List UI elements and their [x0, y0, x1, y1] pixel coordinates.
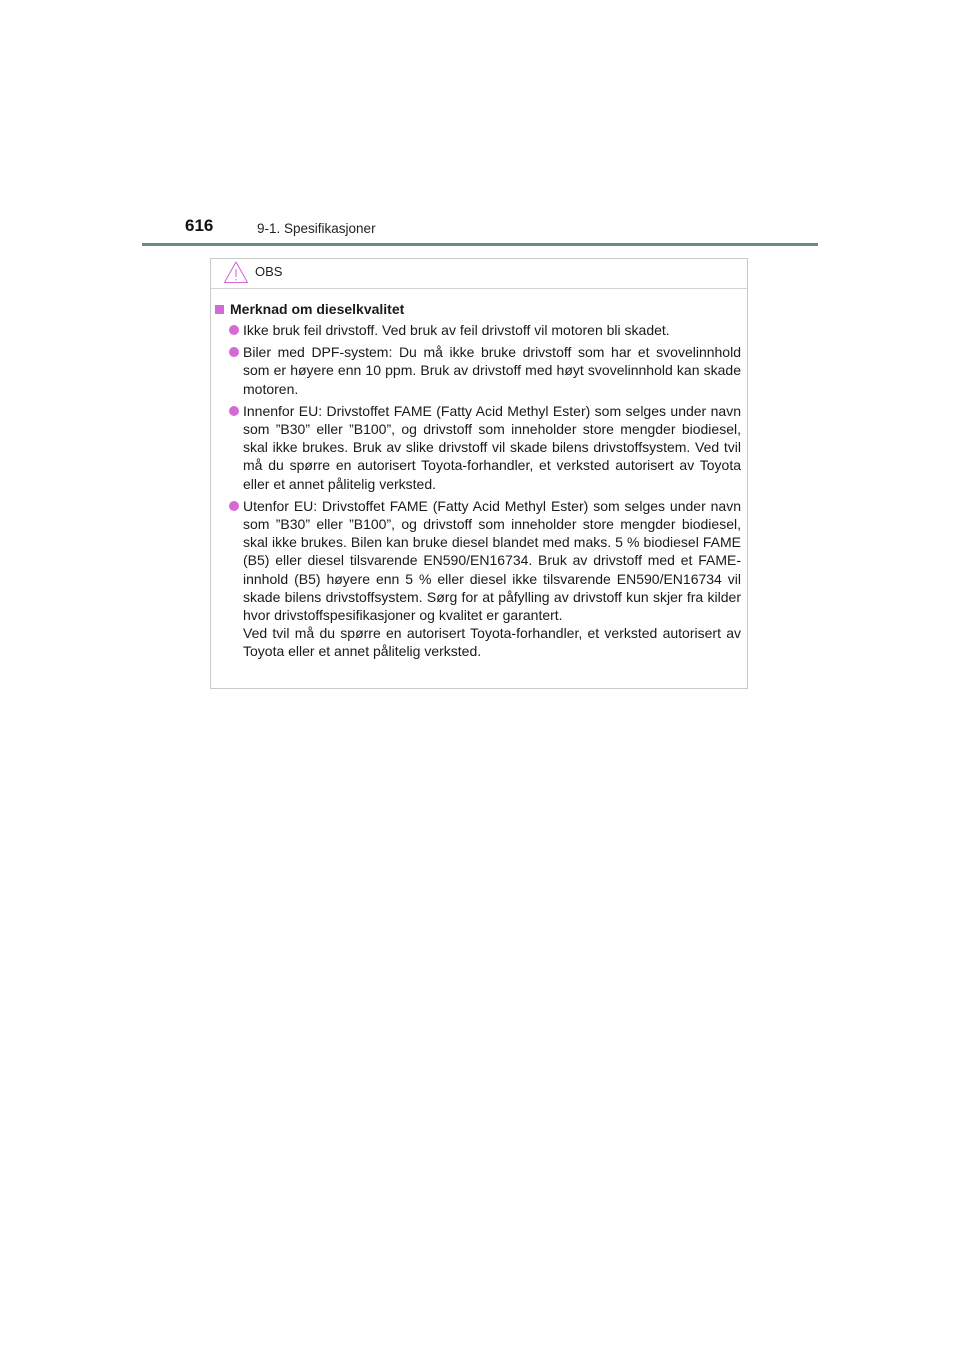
bullet-item: [215, 343, 741, 398]
page-number: 616: [185, 216, 214, 235]
round-bullet-icon: [229, 325, 239, 335]
caution-notice-box: [210, 258, 748, 689]
header-divider: [142, 243, 818, 246]
bullet-item: [215, 402, 741, 493]
round-bullet-icon: [229, 406, 239, 416]
round-bullet-icon: [229, 347, 239, 357]
topic-heading-text: Merknad om dieselkvalitet: [230, 301, 405, 317]
topic-heading: [215, 300, 741, 318]
square-bullet-icon: [215, 305, 224, 314]
bullet-item: [215, 497, 741, 661]
bullet-text: Biler med DPF-system: Du må ikke bruke drivstoff som har et svovelinnhold som er høyere enn 10 ppm. Bruk av drivstoff med høyt svovelinnhold kan skade motoren.: [243, 344, 741, 397]
bullet-text: Ikke bruk feil drivstoff. Ved bruk av feil drivstoff vil motoren bli skadet.: [243, 322, 670, 338]
round-bullet-icon: [229, 501, 239, 511]
page-header: [185, 216, 825, 242]
section-title: 9-1. Spesifikasjoner: [257, 221, 376, 236]
bullet-text-continuation: Ved tvil må du spørre en autorisert Toyota-forhandler, et verksted autorisert av Toyota eller et annet pålitelig verksted.: [243, 625, 741, 660]
caution-notice-body: [211, 289, 747, 661]
bullet-item: [215, 321, 741, 339]
bullet-text: Innenfor EU: Drivstoffet FAME (Fatty Acid Methyl Ester) som selges under navn som ”B30” eller ”B100”, og drivstoff som inneholder store mengder biodiesel, skal ikke brukes. Bruk av slike drivstoff vil skade bilens drivstoffsystem. Ved tvil må du spørre en autorisert Toyota-forhandler, et verksted autorisert av Toyota eller et annet pålitelig verksted.: [243, 402, 741, 492]
bullet-text: Utenfor EU: Drivstoffet FAME (Fatty Acid Methyl Ester) som selges under navn som ”B30” eller ”B100”, og drivstoff som inneholder store mengder biodiesel, skal ikke brukes. Bilen kan bruke diesel blandet med maks. 5 % biodiesel FAME (B5) eller diesel tilsvarende EN590/EN16734. Bruk av drivstoff med et FAME-innhold (B5) høyere enn 5 % eller diesel ikke tilsvarende EN590/EN16734 vil skade bilens drivstoffsystem. Sørg for at påfylling av drivstoff kun skjer fra kilder hvor drivstoffspesifikasjoner og kvalitet er garantert.: [243, 497, 741, 624]
warning-triangle-icon: [223, 260, 249, 284]
caution-label: OBS: [255, 264, 283, 279]
caution-notice-header: [211, 259, 747, 289]
